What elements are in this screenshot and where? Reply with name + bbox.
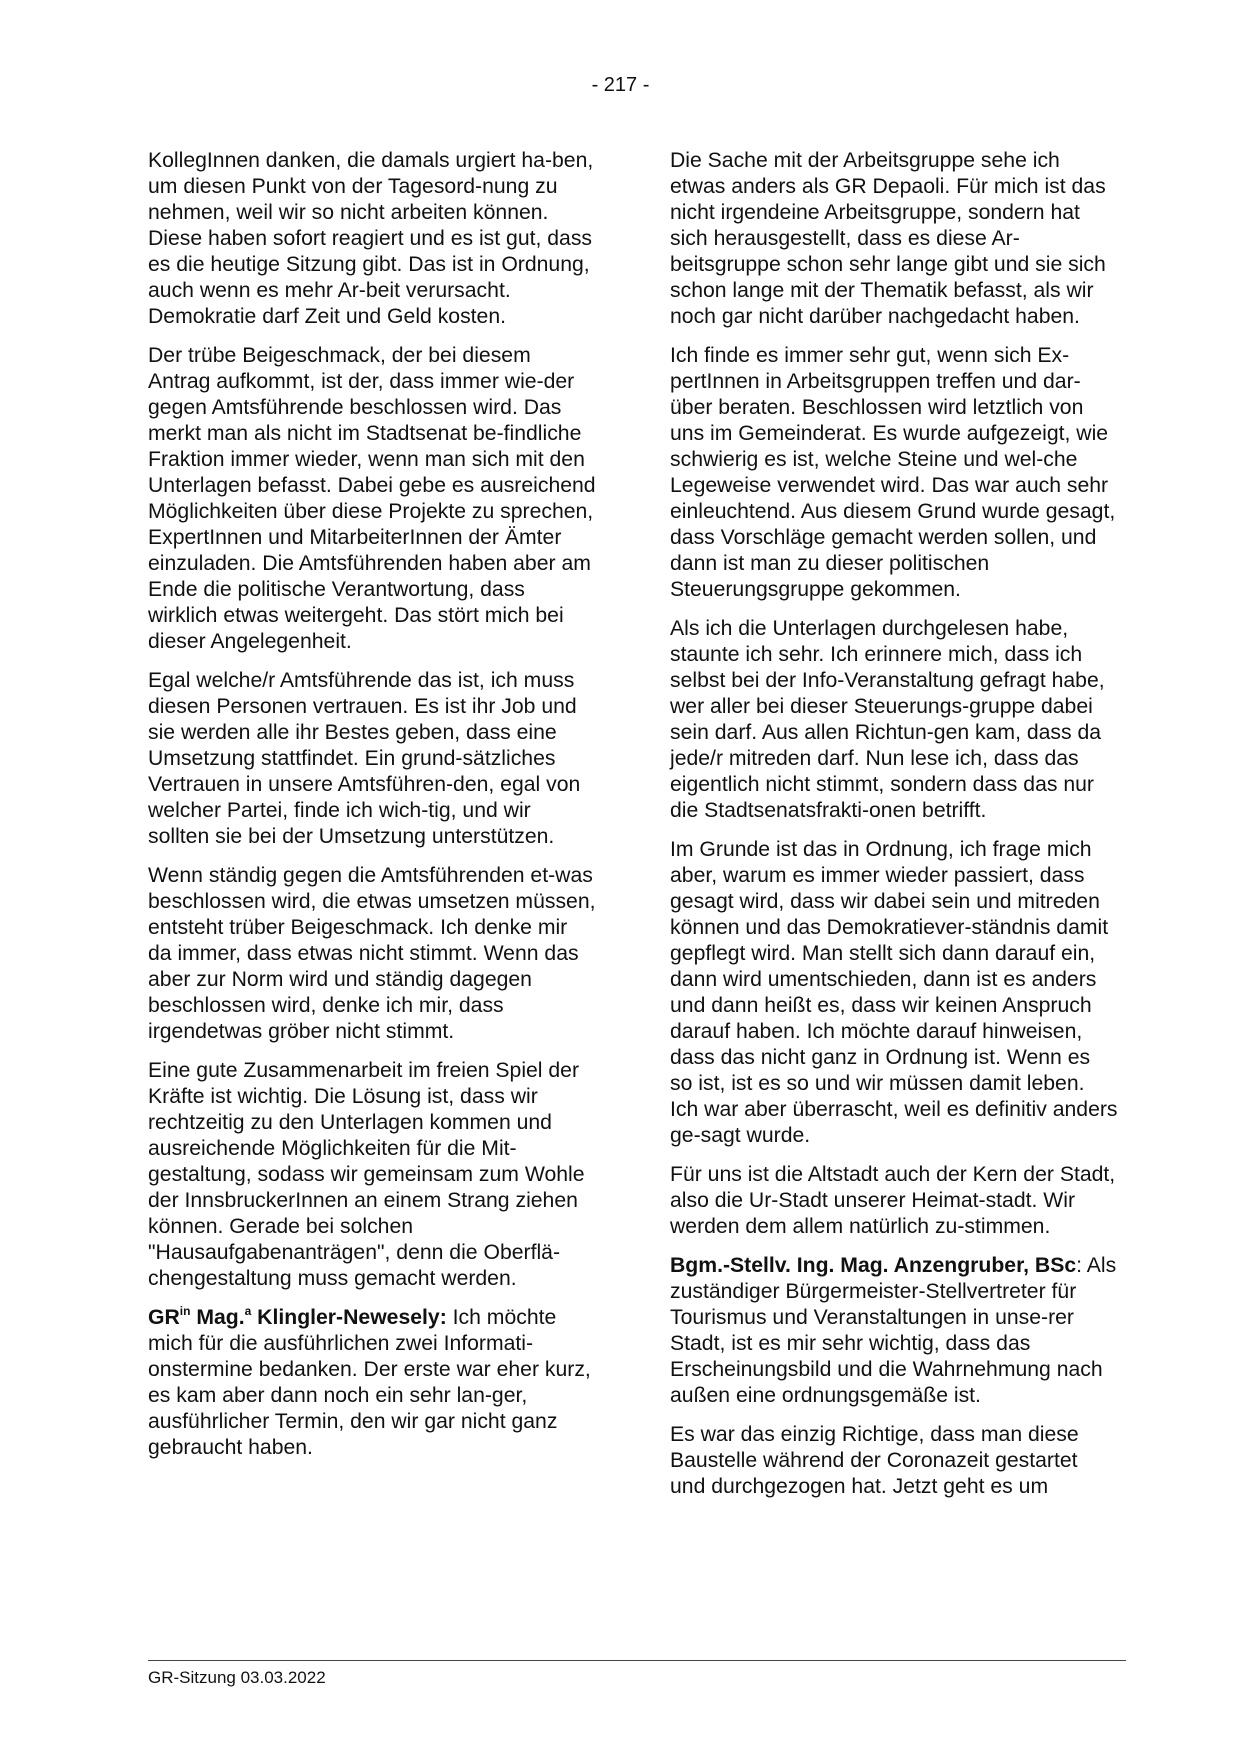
- left-column: [148, 148, 596, 1474]
- paragraph: Für uns ist die Altstadt auch der Kern der Stadt, also die Ur-Stadt unserer Heimat-stadt. Wir werden dem allem natürlich zu-stimmen.: [670, 1163, 1116, 1238]
- paragraph: Der trübe Beigeschmack, der bei diesem Antrag aufkommt, ist der, dass immer wie-der gegen Amtsführende beschlossen wird. Das merkt man als nicht im Stadtsenat be-findliche Fraktion immer wieder, wenn man sich mit den Unterlagen befasst. Dabei gebe es ausreichend Möglichkeiten über diese Projekte zu sprechen, ExpertInnen und MitarbeiterInnen der Ämter einzuladen. Die Amtsführenden haben aber am Ende die politische Verantwortung, dass wirklich etwas weitergeht. Das stört mich bei dieser Angelegenheit.: [148, 344, 596, 653]
- paragraph: Ich finde es immer sehr gut, wenn sich Ex-pertInnen in Arbeitsgruppen treffen und dar-über beraten. Beschlossen wird letztlich von uns im Gemeinderat. Es wurde aufgezeigt, wie schwierig es ist, welche Steine und wel-che Legeweise verwendet wird. Das war auch sehr einleuchtend. Aus diesem Grund wurde gesagt, dass Vorschläge gemacht werden sollen, und dann ist man zu dieser politischen Steuerungsgruppe gekommen.: [670, 344, 1116, 601]
- footer-session-date: GR-Sitzung 03.03.2022: [148, 1668, 326, 1687]
- paragraph: KollegInnen danken, die damals urgiert ha-ben, um diesen Punkt von der Tagesord-nung zu nehmen, weil wir so nicht arbeiten können. Diese haben sofort reagiert und es ist gut, dass es die heutige Sitzung gibt. Das ist in Ordnung, auch wenn es mehr Ar-beit verursacht. Demokratie darf Zeit und Geld kosten.: [148, 149, 594, 328]
- speech-paragraph: [148, 1305, 596, 1461]
- paragraph: Wenn ständig gegen die Amtsführenden et-was beschlossen wird, die etwas umsetzen müssen, entsteht trüber Beigeschmack. Ich denke mir da immer, dass etwas nicht stimmt. Wenn das aber zur Norm wird und ständig dagegen beschlossen wird, denke ich mir, dass irgendetwas gröber nicht stimmt.: [148, 864, 596, 1043]
- paragraph: Eine gute Zusammenarbeit im freien Spiel der Kräfte ist wichtig. Die Lösung ist, dass wir rechtzeitig zu den Unterlagen kommen und ausreichende Möglichkeiten für die Mit-gestaltung, sodass wir gemeinsam zum Wohle der InnsbruckerInnen an einem Strang ziehen können. Gerade bei solchen "Hausaufgabenanträgen", denn die Oberflä-chengestaltung muss gemacht werden.: [148, 1059, 585, 1290]
- paragraph: Die Sache mit der Arbeitsgruppe sehe ich etwas anders als GR Depaoli. Für mich ist das nicht irgendeine Arbeitsgruppe, sondern hat sich herausgestellt, dass es diese Ar-beitsgruppe schon sehr lange gibt und sie sich schon lange mit der Thematik befasst, als wir noch gar nicht darüber nachgedacht haben.: [670, 149, 1106, 328]
- speaker-name: Bgm.-Stellv. Ing. Mag. Anzengruber, BSc: [670, 1254, 1077, 1277]
- right-column: [670, 148, 1118, 1513]
- speech-text: Ich möchte mich für die ausführlichen zwei Informati-onstermine bedanken. Der erste war eher kurz, es kam aber dann noch ein sehr lan-ger, ausführlicher Termin, den wir gar nicht ganz gebraucht haben.: [148, 1306, 591, 1459]
- paragraph: Es war das einzig Richtige, dass man diese Baustelle während der Coronazeit gestartet und durchgezogen hat. Jetzt geht es um: [670, 1423, 1079, 1498]
- speech-text: : Als zuständiger Bürgermeister-Stellvertreter für Tourismus und Veranstaltungen in unse-rer Stadt, ist es mir sehr wichtig, dass das Erscheinungsbild und die Wahrnehmung nach außen eine ordnungsgemäße ist.: [670, 1254, 1117, 1407]
- paragraph: Als ich die Unterlagen durchgelesen habe, staunte ich sehr. Ich erinnere mich, dass ich selbst bei der Info-Veranstaltung gefragt habe, wer aller bei dieser Steuerungs-gruppe dabei sein darf. Aus allen Richtun-gen kam, dass da jede/r mitreden darf. Nun lese ich, dass das eigentlich nicht stimmt, sondern dass das nur die Stadtsenatsfrakti-onen betrifft.: [670, 617, 1105, 822]
- paragraph: Egal welche/r Amtsführende das ist, ich muss diesen Personen vertrauen. Es ist ihr Job und sie werden alle ihr Bestes geben, dass eine Umsetzung stattfindet. Ein grund-sätzliches Vertrauen in unsere Amtsführen-den, egal von welcher Partei, finde ich wich-tig, und wir sollten sie bei der Umsetzung unterstützen.: [148, 669, 581, 848]
- paragraph: Im Grunde ist das in Ordnung, ich frage mich aber, warum es immer wieder passiert, dass gesagt wird, dass wir dabei sein und mitreden können und das Demokratiever-ständnis damit gepflegt wird. Man stellt sich dann darauf ein, dann wird umentschieden, dann ist es anders und dann heißt es, dass wir keinen Anspruch darauf haben. Ich möchte darauf hinweisen, dass das nicht ganz in Ordnung ist. Wenn es so ist, ist es so und wir müssen damit leben. Ich war aber überrascht, weil es definitiv anders ge-sagt wurde.: [670, 838, 1118, 1147]
- footer-divider: [148, 1660, 1126, 1661]
- page-number: - 217 -: [591, 74, 650, 96]
- speech-paragraph: [670, 1253, 1118, 1409]
- speaker-name: $GR^{in}$ Mag.$^a$ Klingler-Newesely:: [148, 1304, 447, 1329]
